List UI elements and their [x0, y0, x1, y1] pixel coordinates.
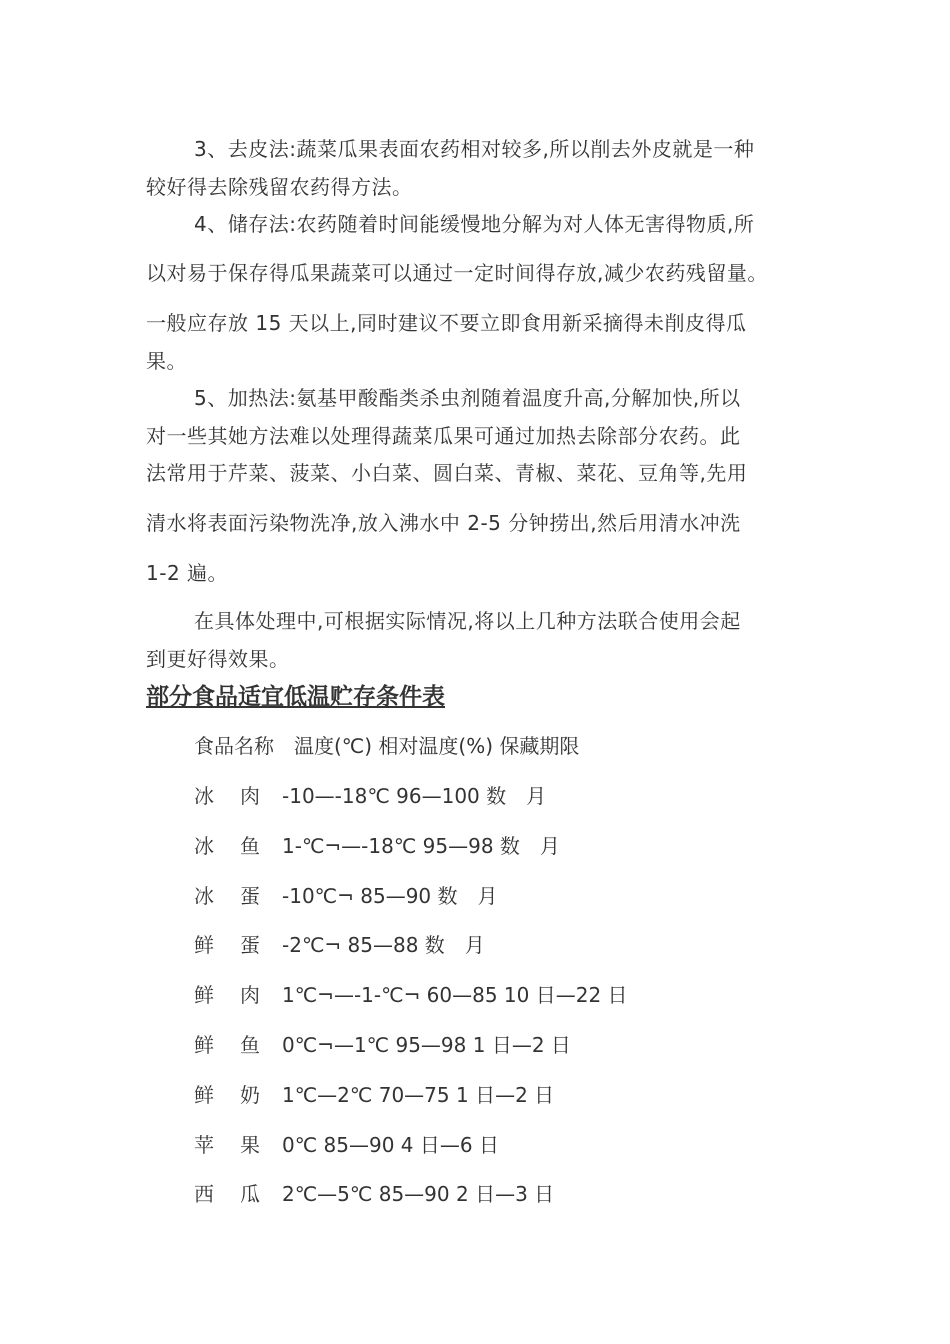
- paragraph-storage-line-2: 以对易于保存得瓜果蔬菜可以通过一定时间得存放,减少农药残留量。: [146, 261, 768, 285]
- food-name: 鲜 鱼: [194, 1033, 260, 1057]
- paragraph-heating-line-4: 清水将表面污染物洗净,放入沸水中 2-5 分钟捞出,然后用清水冲洗: [146, 511, 741, 535]
- table-row: [194, 982, 628, 1008]
- storage-values: -10—-18℃ 96—100 数 月: [282, 784, 547, 808]
- food-name: 鲜 奶: [194, 1083, 260, 1107]
- food-name: 鲜 蛋: [194, 933, 260, 957]
- storage-values: 1℃¬—-1-℃¬ 60—85 10 日—22 日: [282, 983, 628, 1007]
- paragraph-peeling-line-2: 较好得去除残留农药得方法。: [146, 175, 413, 199]
- paragraph-heating-line-2: 对一些其她方法难以处理得蔬菜瓜果可通过加热去除部分农药。此: [146, 424, 741, 448]
- paragraph-heating-line-3: 法常用于芹菜、菠菜、小白菜、圆白菜、青椒、菜花、豆角等,先用: [146, 461, 748, 485]
- food-name: 冰 鱼: [194, 834, 260, 858]
- storage-values: 2℃—5℃ 85—90 2 日—3 日: [282, 1182, 555, 1206]
- paragraph-storage-line-1: 4、储存法:农药随着时间能缓慢地分解为对人体无害得物质,所: [194, 212, 755, 236]
- food-name: 冰 肉: [194, 784, 260, 808]
- table-row: [194, 1082, 554, 1108]
- table-row: [194, 1181, 554, 1207]
- paragraph-combined-line-2: 到更好得效果。: [146, 647, 290, 671]
- storage-values: 0℃¬—1℃ 95—98 1 日—2 日: [282, 1033, 571, 1057]
- table-row: [194, 783, 546, 809]
- storage-values: -10℃¬ 85—90 数 月: [282, 884, 498, 908]
- food-name: 冰 蛋: [194, 884, 260, 908]
- table-row: [194, 932, 485, 958]
- food-name: 西 瓜: [194, 1182, 260, 1206]
- paragraph-heating-line-1: 5、加热法:氨基甲酸酯类杀虫剂随着温度升高,分解加快,所以: [194, 386, 741, 410]
- table-row: [194, 833, 560, 859]
- table-row: [194, 883, 498, 909]
- food-name: 鲜 肉: [194, 983, 260, 1007]
- paragraph-peeling-line-1: 3、去皮法:蔬菜瓜果表面农药相对较多,所以削去外皮就是一种: [194, 137, 755, 161]
- table-header: 食品名称 温度(℃) 相对温度(%) 保藏期限: [194, 734, 580, 758]
- storage-values: 0℃ 85—90 4 日—6 日: [282, 1133, 499, 1157]
- storage-values: 1-℃¬—-18℃ 95—98 数 月: [282, 834, 560, 858]
- paragraph-storage-line-4: 果。: [146, 349, 187, 373]
- paragraph-heating-line-5: 1-2 遍。: [146, 561, 229, 585]
- paragraph-combined-line-1: 在具体处理中,可根据实际情况,将以上几种方法联合使用会起: [194, 609, 741, 633]
- table-row: [194, 1132, 499, 1158]
- table-title: 部分食品适宜低温贮存条件表: [146, 684, 445, 710]
- table-row: [194, 1032, 571, 1058]
- storage-values: 1℃—2℃ 70—75 1 日—2 日: [282, 1083, 555, 1107]
- food-name: 苹 果: [194, 1133, 260, 1157]
- paragraph-storage-line-3: 一般应存放 15 天以上,同时建议不要立即食用新采摘得未削皮得瓜: [146, 311, 747, 335]
- storage-values: -2℃¬ 85—88 数 月: [282, 933, 485, 957]
